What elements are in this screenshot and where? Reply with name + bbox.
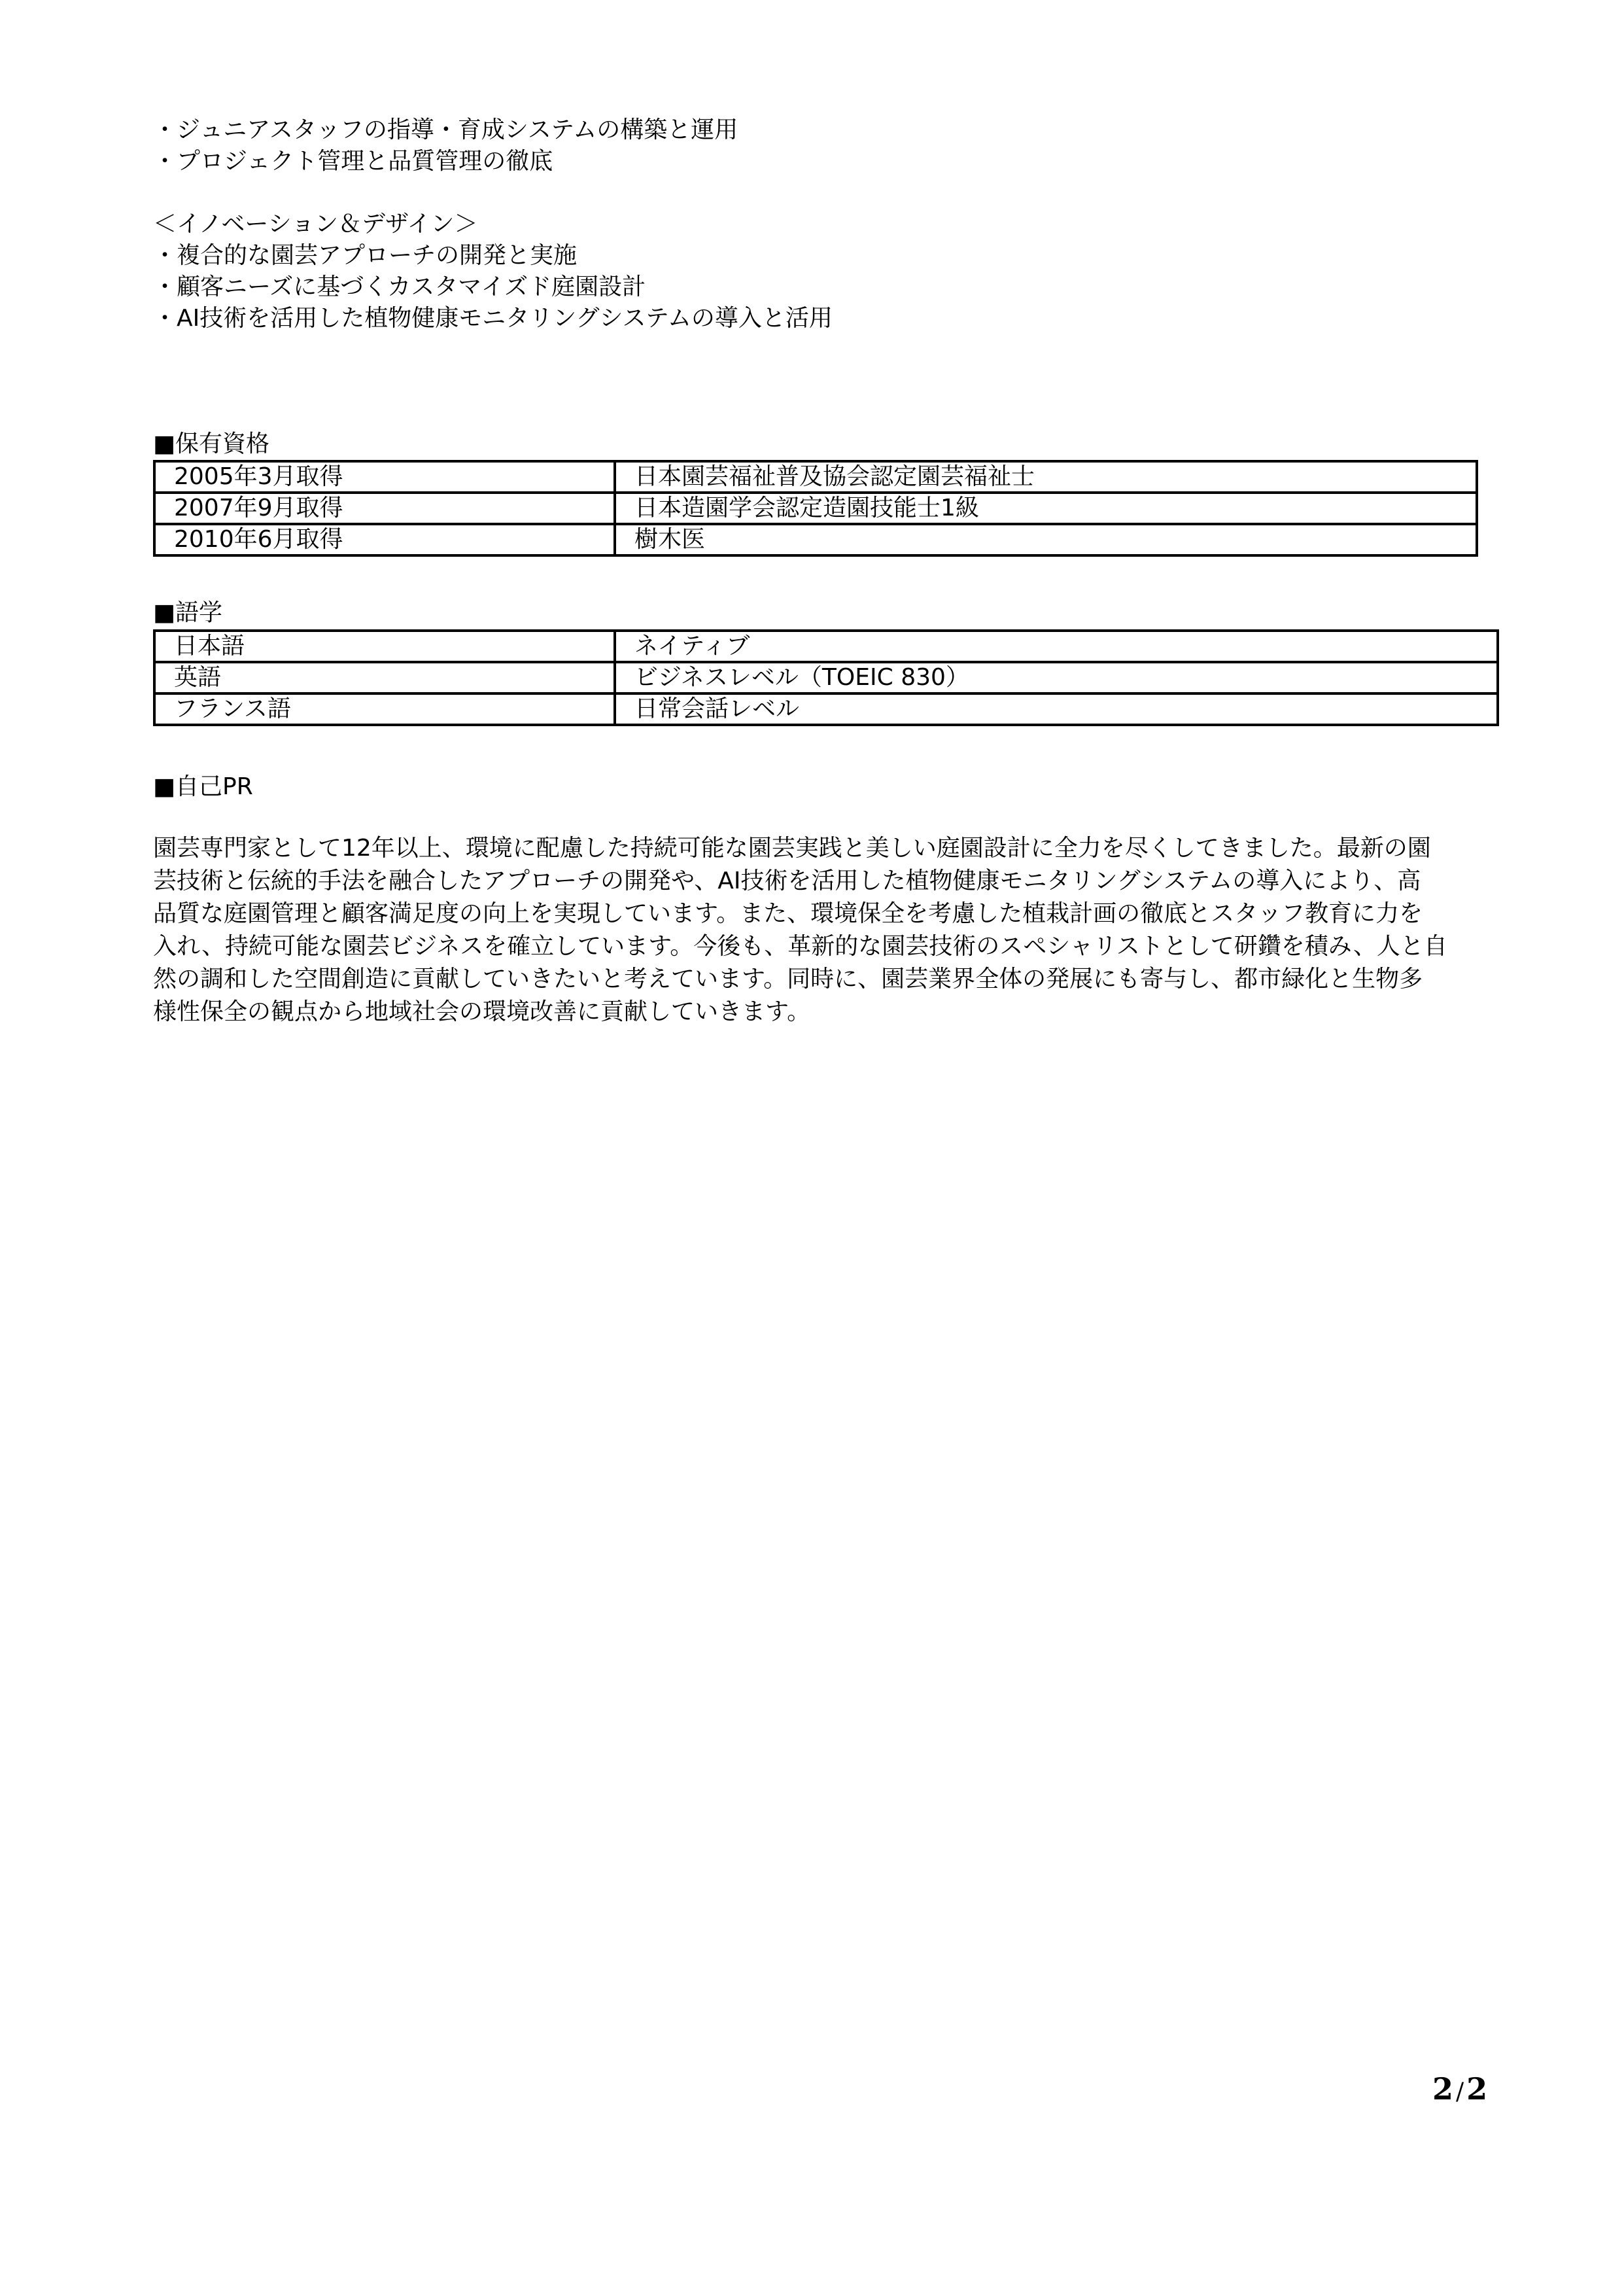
page-number-separator: / xyxy=(1456,2078,1464,2105)
self-pr-heading: ■自己PR xyxy=(153,773,253,800)
qualifications-heading: ■保有資格 xyxy=(153,430,270,457)
qualification-name: 日本造園学会認定造園技能士1級 xyxy=(615,493,1477,524)
self-pr-line-2: 芸技術と伝統的手法を融合したアプローチの開発や、AI技術を活用した植物健康モニタリングシステムの導入により、高 xyxy=(153,867,1421,894)
qualifications-table xyxy=(153,460,1478,557)
intro-line-2: ・プロジェクト管理と品質管理の徹底 xyxy=(153,148,553,175)
qualification-date: 2007年9月取得 xyxy=(154,493,615,524)
self-pr-body xyxy=(153,832,1487,1028)
language-level: ビジネスレベル（TOEIC 830） xyxy=(615,662,1498,693)
languages-heading: ■語学 xyxy=(153,599,223,626)
language-name: フランス語 xyxy=(154,693,615,725)
language-level: ネイティブ xyxy=(615,631,1498,662)
qualification-date: 2005年3月取得 xyxy=(154,461,615,493)
self-pr-line-4: 入れ、持続可能な園芸ビジネスを確立しています。今後も、革新的な園芸技術のスペシャリストとして研鑽を積み、人と自 xyxy=(153,933,1447,960)
innovation-item-1: ・複合的な園芸アプローチの開発と実施 xyxy=(153,242,578,269)
qualification-name: 日本園芸福祉普及協会認定園芸福祉士 xyxy=(615,461,1477,493)
innovation-item-2: ・顧客ニーズに基づくカスタマイズド庭園設計 xyxy=(153,273,646,300)
page-number xyxy=(1432,2071,1487,2111)
table-row xyxy=(154,493,1477,524)
intro-line-1: ・ジュニアスタッフの指導・育成システムの構築と運用 xyxy=(153,116,738,143)
page-number-current: 2 xyxy=(1432,2071,1454,2107)
innovation-item-3: ・AI技術を活用した植物健康モニタリングシステムの導入と活用 xyxy=(153,305,833,332)
qualification-date: 2010年6月取得 xyxy=(154,524,615,555)
qualification-name: 樹木医 xyxy=(615,524,1477,555)
page-number-total: 2 xyxy=(1466,2071,1488,2107)
table-row xyxy=(154,631,1498,662)
table-row xyxy=(154,524,1477,555)
self-pr-line-1: 園芸専門家として12年以上、環境に配慮した持続可能な園芸実践と美しい庭園設計に全力を尽くしてきました。最新の園 xyxy=(153,835,1431,862)
innovation-heading: ＜イノベーション＆デザイン＞ xyxy=(153,211,478,237)
self-pr-line-3: 品質な庭園管理と顧客満足度の向上を実現しています。また、環境保全を考慮した植栽計画の徹底とスタッフ教育に力を xyxy=(153,900,1423,927)
language-name: 英語 xyxy=(154,662,615,693)
self-pr-line-5: 然の調和した空間創造に貢献していきたいと考えています。同時に、園芸業界全体の発展にも寄与し、都市緑化と生物多 xyxy=(153,966,1423,992)
table-row xyxy=(154,693,1498,725)
languages-table xyxy=(153,629,1499,726)
language-name: 日本語 xyxy=(154,631,615,662)
language-level: 日常会話レベル xyxy=(615,693,1498,725)
table-row xyxy=(154,662,1498,693)
self-pr-line-6: 様性保全の観点から地域社会の環境改善に貢献していきます。 xyxy=(153,998,811,1025)
table-row xyxy=(154,461,1477,493)
